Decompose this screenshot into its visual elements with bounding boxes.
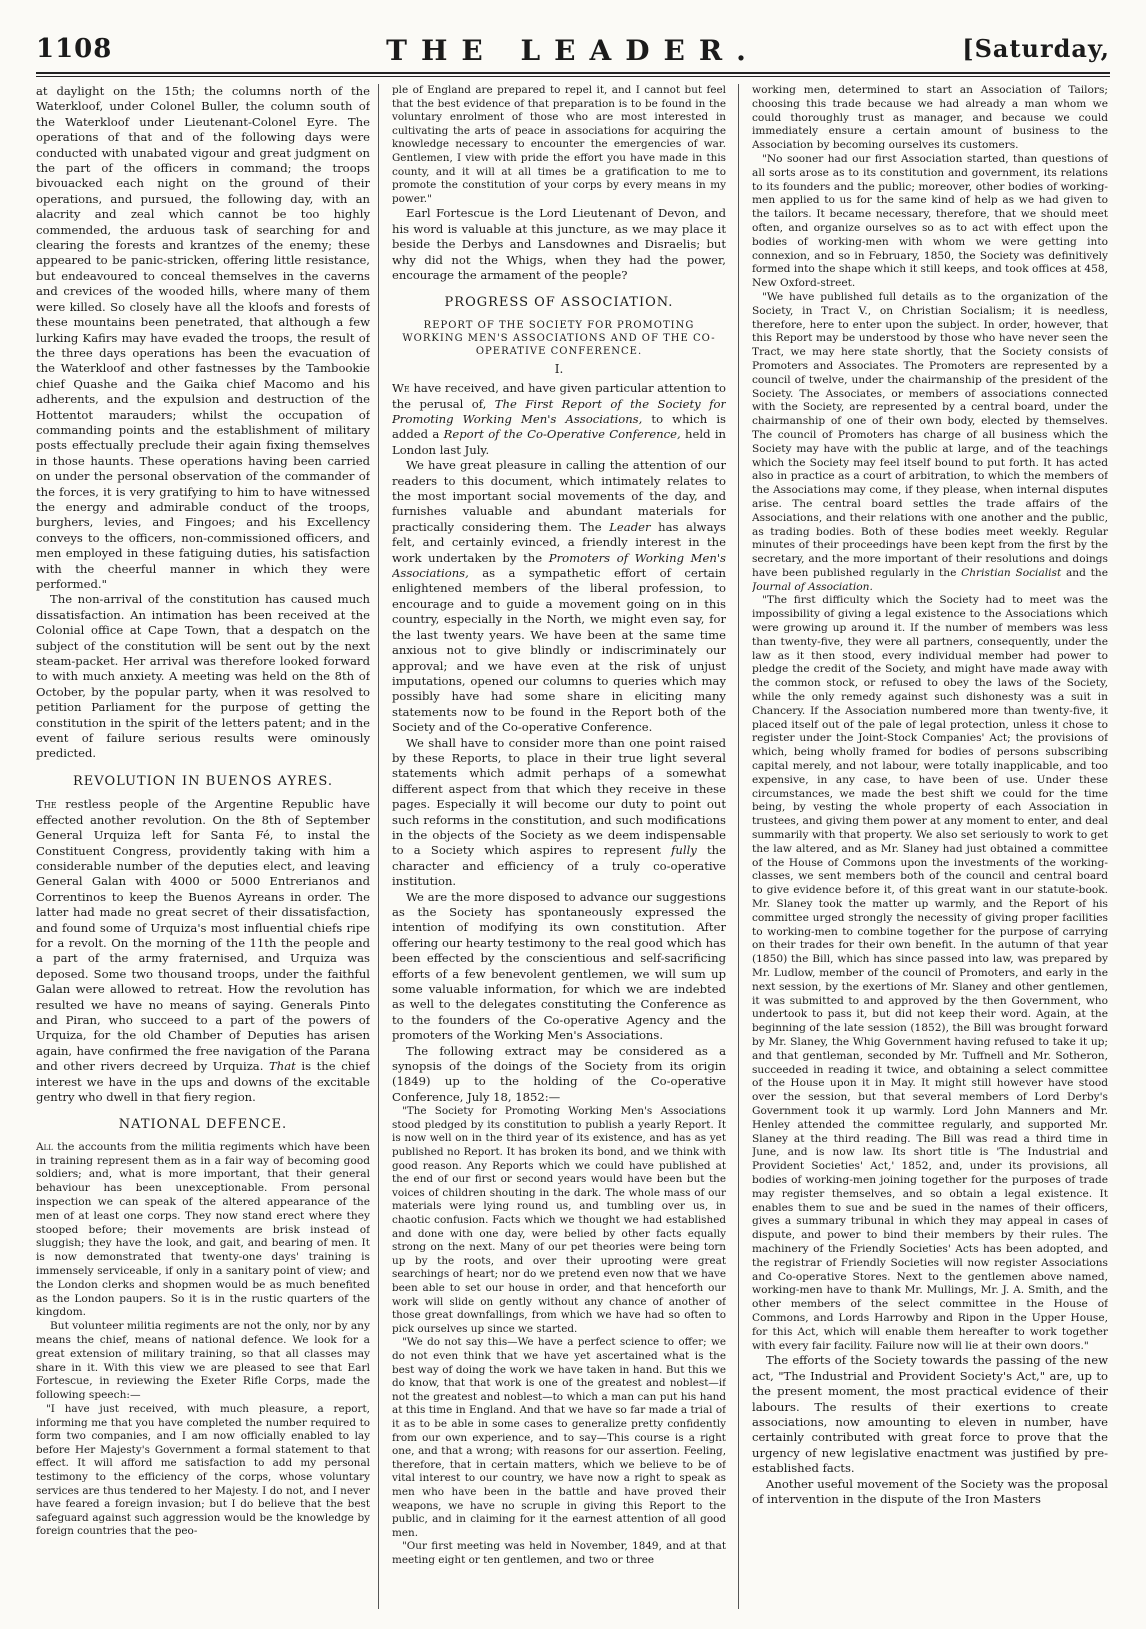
column-divider xyxy=(738,84,739,1609)
association-paragraph-5: The following extract may be considered as a synopsis of the doings of the Society from its origin (1849) up to the holding of the Co-operative Conference, July 18, 1852:— xyxy=(392,1043,726,1104)
extract-paragraph-5: "We have published full details as to the organization of the Society, in Tract V., on Christian Socialism; it is needless, therefore, here to enter upon the subject. In order, however, that this Report may be understood by those who have never seen the Tract, we may here state shortly, that the Society consists of Promoters and Associates. The Promoters are represented by a council of twelve, under the chairmanship of the president of the Society. The Associates, or members of associations connected with the Society, are represented by a central board, under the chairmanship of one of their own body, elected by themselves. The council of Promoters has charge of all business which the Society may have with the public at large, and of the teachings which the Society may feel itself bound to put forth. It has acted also in practice as a court of arbitration, to which the members of the Associations may come, if they please, when internal disputes arise. The central board settles the trade affairs of the Associations, and their relations with one another and the public, as trading bodies. Both of these bodies meet weekly. Regular minutes of their proceedings have been kept from the first by the secretary, and the more important of their resolutions and doings have been published regularly in the Christian Socialist and the Journal of Association. xyxy=(752,290,1108,593)
efforts-paragraph: The efforts of the Society towards the passing of the new act, "The Industrial and Provident Society's Act," are, up to the present moment, the most practical evidence of their labours. The results of their exertions to create associations, now amounting to eleven in number, have certainly contributed with great force to prove that the urgency of new legislative enactment was justified by pre-established facts. xyxy=(752,1353,1108,1476)
column-2 xyxy=(392,84,726,1609)
subheading-report: REPORT OF THE SOCIETY FOR PROMOTING WORKING MEN'S ASSOCIATIONS AND OF THE CO-OPERATIVE CONFERENCE. xyxy=(402,319,716,357)
page-number: 1108 xyxy=(36,34,113,64)
cape-paragraph: at daylight on the 15th; the columns north of the Waterkloof, under Colonel Buller, the column south of the Waterkloof under Lieutenant-Colonel Eyre. The operations of that and of the following days were conducted with unabated vigour and great judgment on the part of the officers in command; the troops bivouacked each night on the ground of their operations, and pursued, the following day, with an alacrity and zeal which cannot be too highly commended, the arduous task of searching for and clearing the forests and krantzes of the enemy; these appeared to be panic-stricken, offering little resistance, but endeavoured to conceal themselves in the caverns and crevices of the wooded hills, where many of them were killed. So closely have all the kloofs and forests of these mountains been penetrated, that although a few lurking Kafirs may have evaded the troops, the result of the three days operations has been the evacuation of the Waterkloof and other fastnesses by the Tambookie chief Quashe and the Gaika chief Macomo and his adherents, and the expulsion and destruction of the Hottentot marauders; whilst the occupation of commanding points and the establishment of military posts effectually preclude their again fixing themselves in those haunts. These operations having been carried on under the personal observation of the commander of the forces, it is very gratifying to him to have witnessed the energy and admirable conduct of the troops, burghers, levies, and Fingoes; and his Excellency conveys to the officers, non-commissioned officers, and men employed in these fatiguing duties, his satisfaction with the cheerful manner in which they were performed." xyxy=(36,84,370,591)
masthead-rule-thin xyxy=(36,76,1110,77)
heading-buenos-ayres: REVOLUTION IN BUENOS AYRES. xyxy=(73,773,333,789)
association-paragraph-4: We are the more disposed to advance our suggestions as the Society has spontaneously expressed the intention of modifying its own constitution. After offering our hearty testimony to the real good which has been effected by the conscientious and self-sacrificing efforts of a few benevolent gentlemen, we will sum up some valuable information, for which we are indebted as well to the delegates constituting the Conference as to the founders of the Co-operative Agency and the promoters of the Working Men's Associations. xyxy=(392,889,726,1043)
speech-continuation: ple of England are prepared to repel it, and I cannot but feel that the best evidence of that preparation is to be found in the voluntary enrolment of those who are most interested in cultivating the arts of peace in associations for acquiring the knowledge necessary to encounter the emergencies of war. Gentlemen, I view with pride the effort you have made in this county, and it will at all times be a gratification to me to promote the constitution of your corps by every means in my power." xyxy=(392,84,726,205)
heading-progress-of-association: PROGRESS OF ASSOCIATION. xyxy=(444,295,674,311)
drop-word: The xyxy=(36,797,57,812)
movement-paragraph: Another useful movement of the Society was the proposal of intervention in the dispute of the Iron Masters xyxy=(752,1476,1108,1506)
masthead xyxy=(36,34,1110,70)
association-paragraph-3: We shall have to consider more than one point raised by these Reports, to place in their true light several statements which admit perhaps of a somewhat different aspect from that which they receive in these pages. Especially it will become our duty to point out such reforms in the constitution, and such modifications in the objects of the Society as we deem indispensable to a Society which aspires to represent fully the character and efficiency of a truly co-operative institution. xyxy=(392,735,726,889)
fortescue-paragraph: Earl Fortescue is the Lord Lieutenant of Devon, and his word is valuable at this juncture, as we may place it beside the Derbys and Lansdownes and Disraelis; but why did not the Whigs, when they had the power, encourage the armament of the people? xyxy=(392,206,726,282)
defence-paragraph: All the accounts from the militia regiments which have been in training represent them as in a fair way of becoming good soldiers; and, what is more important, that their general behaviour has been unexceptionable. From personal inspection we can speak of the altered appearance of the men of at least one corps. They now stand erect where they stooped before; their movements are brisk instead of sluggish; they have the look, and gait, and bearing of men. It is now demonstrated that twenty-one days' training is immensely serviceable, if only in a sanitary point of view; and the London clerks and shopmen would be as much benefited as the London paupers. So it is in the rustic quarters of the kingdom. xyxy=(36,1140,370,1319)
constitution-paragraph: The non-arrival of the constitution has caused much dissatisfaction. An intimation has been received at the Colonial office at Cape Town, that a despatch on the subject of the constitution will be sent out by the next steam-packet. Her arrival was therefore looked forward to with much anxiety. A meeting was held on the 8th of October, by the popular party, when it was resolved to petition Parliament for the purpose of getting the constitution in the spirit of the letters patent; and in the event of failure serious results were ominously predicted. xyxy=(36,592,370,761)
section-number: I. xyxy=(554,361,564,376)
defence-paragraph-2: But volunteer militia regiments are not the only, nor by any means the chief, means of national defence. We look for a great extension of military training, so that all classes may share in it. With this view we are pleased to see that Earl Fortescue, in reviewing the Exeter Rifle Corps, made the following speech:— xyxy=(36,1320,370,1402)
issue-day: [Saturday, xyxy=(962,34,1110,63)
buenos-ayres-paragraph: The restless people of the Argentine Republic have effected another revolution. On the 8th of September General Urquiza left for Santa Fé, to instal the Constituent Congress, providently taking with him a considerable number of the deputies elect, and leaving General Galan with 4000 or 5000 Entrerianos and Correntinos to keep the Buenos Ayreans in order. The latter had made no great secret of their dissatisfaction, and found some of Urquiza's most influential chiefs ripe for a revolt. On the morning of the 11th the people and a part of the army fraternised, and Urquiza was deposed. Some two thousand troops, under the faithful Galan were allowed to retreat. How the revolution has resulted we have no means of saying. Generals Pinto and Piran, who succeed to a part of the powers of Urquiza, for the old Chamber of Deputies has arisen again, have confirmed the free navigation of the Parana and other rivers decreed by Urquiza. That is the chief interest we have in the ups and downs of the excitable gentry who dwell in that fiery region. xyxy=(36,797,370,1104)
drop-word: We xyxy=(392,381,410,396)
column-3 xyxy=(752,84,1108,1609)
association-paragraph-2: We have great pleasure in calling the attention of our readers to this document, which intimately relates to the most important social movements of the day, and furnishes valuable and abundant materials for practically considering them. The Leader has always felt, and certainly evinced, a friendly interest in the work undertaken by the Promoters of Working Men's Associations, as a sympathetic effort of certain enlightened members of the liberal profession, to encourage and to guide a movement going on in this country, especially in the North, we might even say, for the last twenty years. We have been at the same time anxious not to give blindly or indiscriminately our approval; and we have even at the risk of unjust imputations, opened our columns to queries which may possibly have had some share in eliciting many statements now to be found in the Report both of the Society and of the Co-operative Conference. xyxy=(392,458,726,735)
report-extract xyxy=(392,1105,726,1567)
newspaper-title: THE LEADER. xyxy=(386,34,760,67)
extract-paragraph-2: "We do not say this—We have a perfect science to offer; we do not even think that we have yet ascertained what is the best way of doing the work we have taken in hand. But this we do know, that that work is one of the greatest and noblest—if not the greatest and noblest—to which a man can put his hand at this time in England. And that we have so far made a trial of it as to be able in some cases to generalize pretty confidently from our own experience, and to say—This course is a right one, and that a wrong; with reasons for our assertion. Feeling, therefore, that in certain matters, which we believe to be of vital interest to our country, we have now a right to speak as men who have been in the battle and have proved their weapons, we have no scruple in giving this Report to the public, and in claiming for it the earnest attention of all good men. xyxy=(392,1336,726,1539)
masthead-rule xyxy=(36,72,1110,74)
extract-paragraph-3: "Our first meeting was held in November, 1849, and at that meeting eight or ten gentlemen, and two or three xyxy=(392,1540,726,1566)
association-paragraph-1: We have received, and have given particular attention to the perusal of, The First Report of the Society for Promoting Working Men's Associations, to which is added a Report of the Co-Operative Conference, held in London last July. xyxy=(392,381,726,457)
fortescue-speech: "I have just received, with much pleasure, a report, informing me that you have completed the number required to form two companies, and I am now officially enabled to lay before Her Majesty's Government a formal statement to that effect. It will afford me satisfaction to add my personal testimony to the efficiency of the corps, whose voluntary services are thus tendered to her Majesty. I do not, and I never have feared a foreign invasion; but I do believe that the best safeguard against such aggression would be the knowledge by foreign countries that the peo- xyxy=(36,1402,370,1538)
extract-continuation: working men, determined to start an Association of Tailors; choosing this trade because we had already a man whom we could thoroughly trust as manager, and because we could immediately ensure a certain amount of business to the Association by becoming ourselves its customers. xyxy=(752,84,1108,152)
column-1 xyxy=(36,84,370,1609)
drop-word: All xyxy=(36,1140,53,1153)
column-divider xyxy=(378,84,379,1609)
extract-paragraph-1: "The Society for Promoting Working Men's Associations stood pledged by its constitution to publish a yearly Report. It is now well on in the third year of its existence, and has as yet published no Report. It has broken its bond, and we think with good reason. Any Reports which we could have published at the end of our first or second years would have been but the voices of children shouting in the dark. The whole mass of our materials were lying round us, and tumbling over us, in chaotic confusion. Facts which we thought we had established and done with one day, were belied by other facts equally strong on the next. Many of our pet theories were being torn up by the roots, and over their uprooting were great searchings of heart; nor do we pretend even now that we have been able to set our house in order, and that henceforth our work will slide on gently without any chance of another of those great downfallings, from which we have had so often to pick ourselves up since we started. xyxy=(392,1105,726,1335)
extract-paragraph-6: "The first difficulty which the Society had to meet was the impossibility of giving a legal existence to the Associations which were growing up around it. If the number of members was less than twenty-five, they were all partners, consequently, under the law as it then stood, every individual member had power to pledge the credit of the Society, and might have made away with the common stock, or refused to obey the laws of the Society, while the only remedy against such dishonesty was a suit in Chancery. If the Association numbered more than twenty-five, it placed itself out of the pale of legal protection, unless it chose to register under the Joint-Stock Companies' Act; the provisions of which, being wholly framed for bodies of persons subscribing capital merely, and not labour, were totally inapplicable, and too expensive, in any case, to have been of use. Under these circumstances, we made the best shift we could for the time being, by vesting the whole property of each Association in trustees, and giving them power at any moment to enter, and deal summarily with that property. We also set seriously to work to get the law altered, and as Mr. Slaney had just obtained a committee of the House of Commons upon the investments of the working-classes, we sent members both of the council and central board to give evidence before it, of this great want in our statute-book. Mr. Slaney took the matter up warmly, and the Report of his committee urged strongly the necessity of giving proper facilities to working-men to combine together for the purpose of carrying on their trades for their own benefit. In the autumn of that year (1850) the Bill, which has since passed into law, was prepared by Mr. Ludlow, member of the council of Promoters, and early in the next session, by the exertions of Mr. Slaney and other gentlemen, it was submitted to and approved by the then Government, who undertook to pass it, but did not keep their word. Again, at the beginning of the late session (1852), the Bill was brought forward by Mr. Slaney, the Whig Government having refused to take it up; and that gentleman, seconded by Mr. Tuffnell and Mr. Sotheron, succeeded in reading it twice, and obtaining a select committee of the House upon it in May. It might still however have stood over the session, but that several members of Lord Derby's Government took it up warmly. Lord John Manners and Mr. Henley attended the committee regularly, and supported Mr. Slaney at the third reading. The Bill was read a third time in June, and is now law. Its short title is 'The Industrial and Provident Societies' Act,' 1852, and, under its provisions, all bodies of working-men joining together for the purposes of trade may register themselves, and so obtain a legal existence. It enables them to sue and be sued in the names of their officers, gives a summary tribunal in which they may appeal in cases of dispute, and power to bind their members by their rules. The machinery of the Friendly Societies' Acts has been adopted, and the registrar of Friendly Societies will now register Associations and Co-operative Stores. Next to the gentlemen above named, working-men have to thank Mr. Mullings, Mr. J. A. Smith, and the other members of the select committee in the House of Commons, and Lords Harrowby and Ripon in the Upper House, for this Act, which will enable them hereafter to work together with every fair facility. Failure now will lie at their own doors." xyxy=(752,594,1108,1352)
heading-national-defence: NATIONAL DEFENCE. xyxy=(118,1117,288,1133)
extract-paragraph-4: "No sooner had our first Association started, than questions of all sorts arose as to its constitution and government, its relations to its founders and the public; moreover, other bodies of working-men applied to us for the same kind of help as we had given to the tailors. It became necessary, therefore, that we should meet often, and organize ourselves so as to act with effect upon the bodies of working-men with whom we were getting into connexion, and so in February, 1850, the Society was definitively formed into the shape which it still keeps, and took offices at 458, New Oxford-street. xyxy=(752,152,1108,290)
